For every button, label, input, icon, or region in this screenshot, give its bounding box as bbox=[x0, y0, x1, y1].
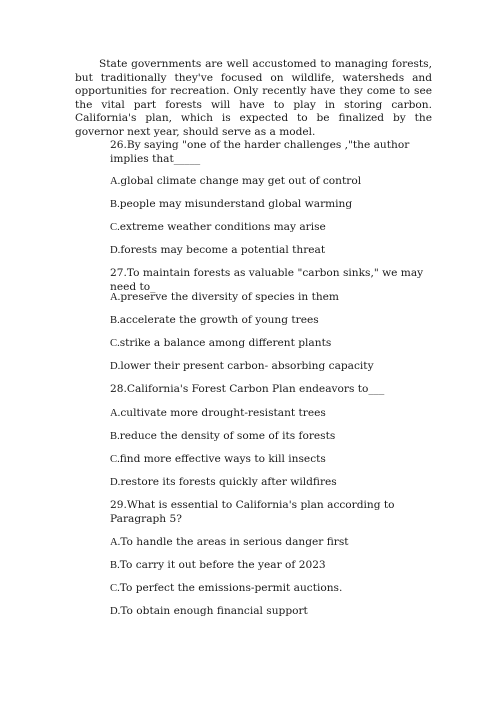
option-text: To perfect the emissions-permit auctions. bbox=[119, 582, 343, 594]
option-text: global climate change may get out of control bbox=[120, 175, 362, 187]
question-28-option-b bbox=[110, 429, 440, 444]
option-letter: A. bbox=[110, 292, 121, 303]
option-letter: B. bbox=[110, 315, 120, 326]
option-text: To obtain enough financial support bbox=[120, 605, 308, 617]
question-29-option-b bbox=[110, 558, 440, 573]
question-28-option-d bbox=[110, 475, 440, 490]
option-letter: A. bbox=[110, 408, 121, 419]
option-letter: D. bbox=[110, 361, 121, 372]
option-text: To handle the areas in serious danger first bbox=[120, 536, 349, 548]
option-text: reduce the density of some of its forests bbox=[119, 430, 336, 442]
question-26-option-c bbox=[110, 220, 440, 235]
question-26-option-b bbox=[110, 197, 440, 212]
option-text: To carry it out before the year of 2023 bbox=[119, 559, 326, 571]
question-28-option-a bbox=[110, 406, 440, 421]
option-letter: D. bbox=[110, 606, 121, 617]
question-26-option-d bbox=[110, 243, 440, 258]
question-29-option-a bbox=[110, 535, 440, 550]
option-letter: B. bbox=[110, 431, 120, 442]
option-text: preserve the diversity of species in them bbox=[120, 291, 339, 303]
option-letter: D. bbox=[110, 477, 121, 488]
question-28-option-c bbox=[110, 452, 440, 467]
question-28-stem: 28.California's Forest Carbon Plan endeavors to___ bbox=[110, 383, 385, 395]
question-27-option-d bbox=[110, 359, 440, 374]
option-text: people may misunderstand global warming bbox=[119, 198, 353, 210]
question-29-option-d bbox=[110, 604, 440, 619]
option-letter: D. bbox=[110, 245, 121, 256]
question-26-stem: 26.By saying "one of the harder challenges ,"the author implies that_____ bbox=[110, 139, 413, 165]
option-text: strike a balance among different plants bbox=[119, 337, 332, 349]
option-text: extreme weather conditions may arise bbox=[119, 221, 326, 233]
option-text: forests may become a potential threat bbox=[120, 244, 326, 256]
option-text: lower their present carbon- absorbing capacity bbox=[120, 360, 374, 372]
question-29-stem: 29.What is essential to California's plan according to Paragraph 5? bbox=[110, 499, 398, 525]
option-letter: C. bbox=[110, 583, 120, 594]
question-29-option-c bbox=[110, 581, 440, 596]
option-text: find more effective ways to kill insects bbox=[119, 453, 326, 465]
passage-paragraph: State governments are well accustomed to managing forests, but traditionally they've focused on wildlife, watersheds and opportunities for recreation. Only recently have they come to see the vital part forests will have to play in storing carbon. California's plan, which is expected to be finalized by the governor next year, should serve as a model. bbox=[75, 58, 432, 138]
option-text: cultivate more drought-resistant trees bbox=[120, 407, 326, 419]
option-letter: B. bbox=[110, 560, 120, 571]
question-27-option-c bbox=[110, 336, 440, 351]
option-letter: A. bbox=[110, 176, 121, 187]
question-27-option-b bbox=[110, 313, 440, 328]
option-letter: C. bbox=[110, 222, 120, 233]
question-27-stem: 27.To maintain forests as valuable "carbon sinks," we may need to_ bbox=[110, 267, 427, 293]
option-text: restore its forests quickly after wildfires bbox=[120, 476, 337, 488]
option-letter: C. bbox=[110, 454, 120, 465]
question-26-option-a bbox=[110, 174, 440, 189]
option-letter: B. bbox=[110, 199, 120, 210]
option-text: accelerate the growth of young trees bbox=[119, 314, 319, 326]
option-letter: A. bbox=[110, 537, 121, 548]
option-letter: C. bbox=[110, 338, 120, 349]
question-27-option-a bbox=[110, 290, 440, 305]
